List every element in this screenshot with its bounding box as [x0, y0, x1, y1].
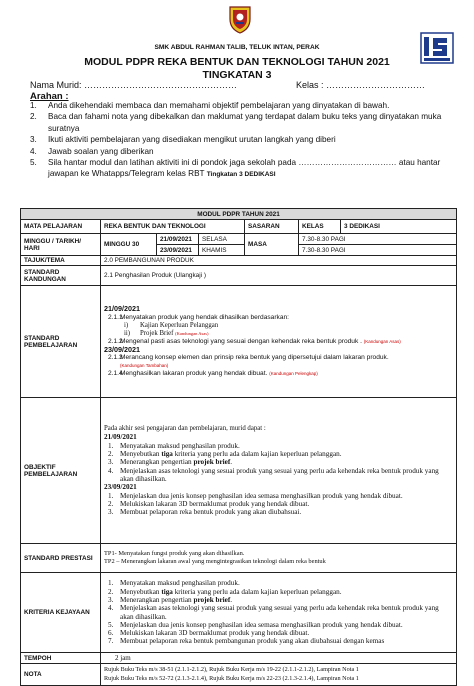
learning-standard-label: STANDARD PEMBELAJARAN — [21, 286, 101, 398]
school-crest-logo — [227, 4, 253, 34]
standard-item: 2.1.1 Menyatakan produk yang hendak dihasilkan berdasarkan: — [108, 313, 289, 321]
module-title: MODUL PDPR REKA BENTUK DAN TEKNOLOGI TAHUN 2021 — [84, 56, 390, 68]
instruction-item: 4. Jawab soalan yang diberikan — [30, 146, 154, 156]
duration-value: 2 jam — [101, 653, 457, 664]
notes-content — [101, 664, 457, 686]
performance-standard-content — [101, 544, 457, 573]
standard-item: 2.1.2 Mengenal pasti asas teknologi yang sesuai dengan kehendak reka bentuk produk . (Kandungan Asas) — [108, 337, 401, 345]
instructions-heading: Arahan : — [30, 91, 69, 102]
notes-label: NOTA — [21, 664, 101, 686]
standard-item: 2.1.3 Merancang konsep elemen dan prinsip reka bentuk yang dipersetujui dalam lakaran produk. (Kandungan Tambahan) — [108, 353, 389, 368]
content-standard-label: STANDARD KANDUNGAN — [21, 266, 101, 286]
instruction-item: 2. Baca dan fahami nota yang dibekalkan dan maklumat yang terdapat dalam buku teks yang dinyatakan muka suratnya — [30, 112, 442, 133]
header — [20, 4, 454, 90]
date-heading: 23/09/2021 — [104, 483, 137, 492]
student-info-row — [30, 80, 450, 90]
success-criteria-content — [101, 573, 457, 653]
learning-standard-content — [101, 286, 457, 398]
date-heading: 21/09/2021 — [104, 433, 137, 442]
table-title: MODUL PDPR TAHUN 2021 — [21, 209, 457, 220]
success-criteria-label: KRITERIA KEJAYAAN — [21, 573, 101, 653]
standard-sub-item: ii) Projek Brief (Kandungan Asas) — [124, 329, 209, 337]
class-field[interactable]: Kelas : …………………………… — [296, 80, 426, 90]
class-name-bold: Tingkatan 3 DEDIKASI — [206, 171, 276, 179]
module-form-title: TINGKATAN 3 — [202, 69, 272, 81]
learning-objective-content — [101, 398, 457, 544]
time-1: 7.30-8.30 PAGI — [299, 234, 457, 245]
duration-label: TEMPOH — [21, 653, 101, 664]
time-label: MASA — [245, 234, 299, 256]
criteria-item: 2. Menyebutkan tiga kriteria yang perlu ada dalam kajian keperluan pelanggan. — [108, 587, 342, 596]
instruction-item: 3. Ikuti aktiviti pembelajaran yang disediakan mengikut urutan langkah yang diberi — [30, 135, 336, 145]
objective-item: 1. Menyatakan maksud penghasilan produk. — [108, 441, 240, 450]
objective-item: 3. Membuat pelaporan reka bentuk produk yang akan diubahsuai. — [108, 508, 302, 517]
module-table — [20, 208, 457, 686]
objective-item: 3. Menerangkan pengertian projek brief. — [108, 458, 233, 467]
criteria-item: 6. Melukiskan lakaran 3D bermaklumat produk yang hendak dibuat. — [108, 629, 310, 638]
week-label: MINGGU / TARIKH/ HARI — [21, 234, 101, 256]
target-label: SASARAN — [245, 220, 299, 234]
standard-sub-item: i) Kajian Keperluan Pelanggan — [124, 321, 219, 329]
school-name: SMK ABDUL RAHMAN TALIB, TELUK INTAN, PERAK — [154, 44, 320, 51]
objective-item: 1. Menjelaskan dua jenis konsep penghasilan idea semasa menghasilkan produk yang hendak dibuat. — [108, 491, 403, 500]
criteria-item: 1. Menyatakan maksud penghasilan produk. — [108, 579, 240, 588]
date-1: 21/09/2021 — [157, 234, 199, 245]
objective-item: 4. Menjelaskan asas teknologi yang sesuai produk yang sesuai yang perlu ada kehendak reka bentuk produk yang akan dihasilkan. — [108, 466, 439, 483]
criteria-item: 5. Menjelaskan dua jenis konsep penghasilan idea semasa menghasilkan produk yang hendak dibuat. — [108, 620, 403, 629]
class-value: 3 DEDIKASI — [341, 220, 457, 234]
student-name-field[interactable]: Nama Murid: …………………………………………… — [30, 80, 238, 90]
standard-item: 2.1.4 Menghasilkan lakaran produk yang hendak dibuat. (Kandungan Pelengkap) — [108, 369, 318, 377]
date-heading: 21/09/2021 — [104, 304, 140, 314]
performance-level-1: TP1- Menyatakan fungsi produk yang akan dihasilkan. — [104, 550, 245, 557]
performance-level-2: TP2 – Menerangkan lakaran awal yang mengintegrasikan teknologi dalam reka bentuk — [104, 558, 326, 565]
subject-value: REKA BENTUK DAN TEKNOLOGI — [101, 220, 245, 234]
class-label: KELAS — [299, 220, 341, 234]
objective-intro: Pada akhir sesi pengajaran dan pembelajaran, murid dapat : — [104, 425, 266, 433]
date-heading: 23/09/2021 — [104, 344, 140, 354]
performance-standard-label: STANDARD PRESTASI — [21, 544, 101, 573]
topic-value: 2.0 PEMBANGUNAN PRODUK — [101, 256, 457, 266]
instruction-item: 1. Anda dikehendaki membaca dan memahami objektif pembelajaran yang dinyatakan di bawah. — [30, 101, 390, 110]
criteria-item: 3. Menerangkan pengertian projek brief. — [108, 595, 233, 604]
objective-item: 2. Melukiskan lakaran 3D bermaklumat produk yang hendak dibuat. — [108, 500, 310, 508]
topic-label: TAJUK/TEMA — [21, 256, 101, 266]
instruction-item: 5. Sila hantar modul dan latihan aktiviti ini di pondok jaga sekolah pada ……………………………… atau hantar jawapan ke Whatapps/Telegram kelas RBT Tingkatan 3 DEDIKASI — [30, 158, 441, 179]
week-value: MINGGU 30 — [101, 234, 157, 256]
instructions-list — [30, 100, 450, 181]
day-1: SELASA — [199, 234, 245, 245]
subject-label: MATA PELAJARAN — [21, 220, 101, 234]
date-2: 23/09/2021 — [157, 245, 199, 256]
learning-objective-label: OBJEKTIF PEMBELAJARAN — [21, 398, 101, 544]
day-2: KHAMIS — [199, 245, 245, 256]
notes-reference: Rujuk Buku Teks m/s 38-51 (2.1.1-2.1.2), Rujuk Buku Kerja m/s 19-22 (2.1.1-2.1.2), Lampiran Nota 1 — [104, 666, 359, 673]
objective-item: 2. Menyebutkan tiga kriteria yang perlu ada dalam kajian keperluan pelanggan. — [108, 450, 342, 459]
content-standard-value: 2.1 Penghasilan Produk (Ulangkaji ) — [101, 266, 457, 286]
criteria-item: 4. Menjelaskan asas teknologi yang sesuai produk yang sesuai yang perlu ada kehendak reka bentuk produk yang akan dihasilkan. — [108, 604, 439, 621]
time-2: 7.30-8.30 PAGI — [299, 245, 457, 256]
criteria-item: 7. Membuat pelaporan reka bentuk pembangunan produk yang akan diubahsuai dengan kemas — [108, 637, 385, 646]
notes-reference: Rujuk Buku Teks m/s 52-72 (2.1.3-2.1.4), Rujuk Buku Kerja m/s 22-23 (2.1.3-2.1.4), Lampiran Nota 1 — [104, 674, 359, 682]
